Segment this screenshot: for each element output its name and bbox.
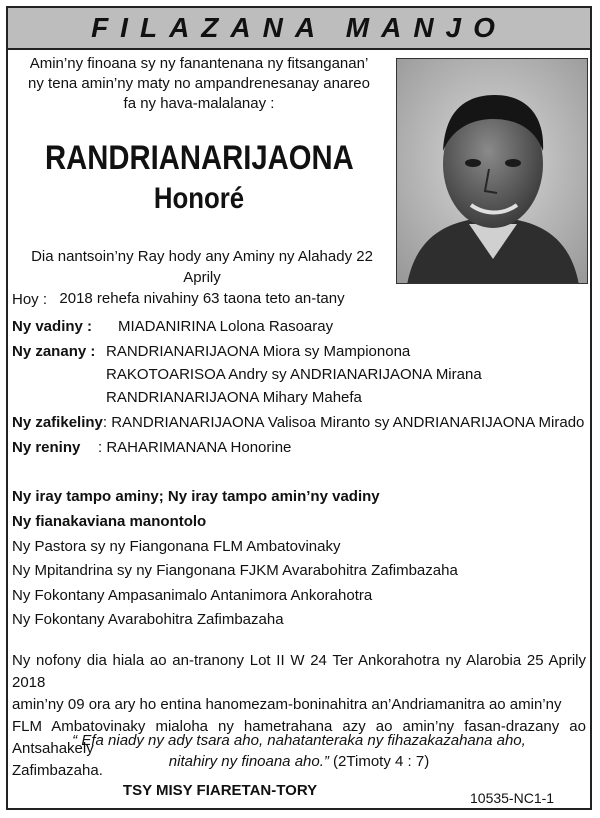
family-children <box>12 342 95 362</box>
death-line-2: 2018 rehefa nivahiny 63 taona teto an-tany <box>59 290 345 307</box>
funeral-line-1: Ny nofony dia hiala ao an-tranony Lot II W 24 Ter Ankorahotra ny Alarobia 25 Aprily 2018 <box>12 652 586 691</box>
quote-line-2: nitahiry ny finoana aho.” <box>168 753 329 770</box>
grandchildren-label: Ny zafikeliny <box>12 414 103 431</box>
family-spouse <box>12 317 334 337</box>
deceased-surname: RANDRIANARIJAONA <box>45 139 354 177</box>
quote-line-2-wrap <box>12 751 586 772</box>
child-line-2: RAKOTOARISOA Andry sy ANDRIANARIJAONA Mirana <box>106 366 482 383</box>
mother-name: : RAHARIMANANA Honorine <box>98 439 292 456</box>
quote-line-1: “ Efa niady ny ady tsara aho, nahatanteraka ny fihazakazahana aho, <box>72 732 526 749</box>
relations-siblings: Ny iray tampo aminy; Ny iray tampo amin’ny vadiny <box>12 488 380 505</box>
death-line-1: Dia nantsoin’ny Ray hody any Aminy ny Alahady 22 Aprily <box>31 248 373 286</box>
funeral-line-2: amin’ny 09 ora ary ho entina hanomezam-boninahitra an’Andriamanitra ao amin’ny <box>12 696 562 713</box>
funeral-line-3: FLM Ambatovinaky mialoha ny hametrahana azy ao amin’ny fasan-drazany ao Antsahakely <box>12 718 586 757</box>
child-line-1: RANDRIANARIJAONA Miora sy Mampionona <box>106 343 411 360</box>
children-label: Ny zanany : <box>12 343 96 360</box>
relations-item: Ny Fokontany Avarabohitra Zafimbazaha <box>12 611 284 628</box>
intro-line-2: ny tena amin’ny maty no ampandrenesanay anareo <box>28 75 370 92</box>
bible-quote <box>12 730 586 772</box>
intro-text <box>20 54 378 114</box>
hoy-label: Hoy : <box>12 291 48 308</box>
death-notice <box>14 246 390 309</box>
relations-item: Ny Mpitandrina sy ny Fiangonana FJKM Avarabohitra Zafimbazaha <box>12 562 458 579</box>
mother-label: Ny reniny <box>12 439 81 456</box>
quote-reference: (2Timoty 4 : 7) <box>328 753 430 770</box>
family-grandchildren <box>12 413 584 433</box>
relations-item: Ny Pastora sy ny Fiangonana FLM Ambatovinaky <box>12 538 341 555</box>
header-banner <box>8 8 590 50</box>
child-line-3: RANDRIANARIJAONA Mihary Mahefa <box>106 389 362 406</box>
header-title: FILAZANA MANJO <box>91 12 507 43</box>
footer-notice: TSY MISY FIARETAN-TORY <box>122 782 318 799</box>
relations-family: Ny fianakaviana manontolo <box>12 513 207 530</box>
spouse-label: Ny vadiny : <box>12 318 93 335</box>
intro-line-3: fa ny hava-malalanay : <box>123 95 275 112</box>
spouse-name: MIADANIRINA Lolona Rasoaray <box>118 318 334 335</box>
reference-code: 10535-NC1-1 <box>470 790 555 806</box>
deceased-firstname: Honoré <box>153 182 245 215</box>
family-mother <box>12 438 292 458</box>
intro-line-1: Amin’ny finoana sy ny fanantenana ny fitsanganan’ <box>29 55 369 72</box>
grandchildren-names: : RANDRIANARIJAONA Valisoa Miranto sy ANDRIANARIJAONA Mirado <box>102 414 585 431</box>
portrait-image <box>397 59 588 284</box>
relations-item: Ny Fokontany Ampasanimalo Antanimora Ankorahotra <box>12 587 373 604</box>
deceased-portrait <box>396 58 588 284</box>
funeral-line-4: Zafimbazaha. <box>12 762 103 779</box>
